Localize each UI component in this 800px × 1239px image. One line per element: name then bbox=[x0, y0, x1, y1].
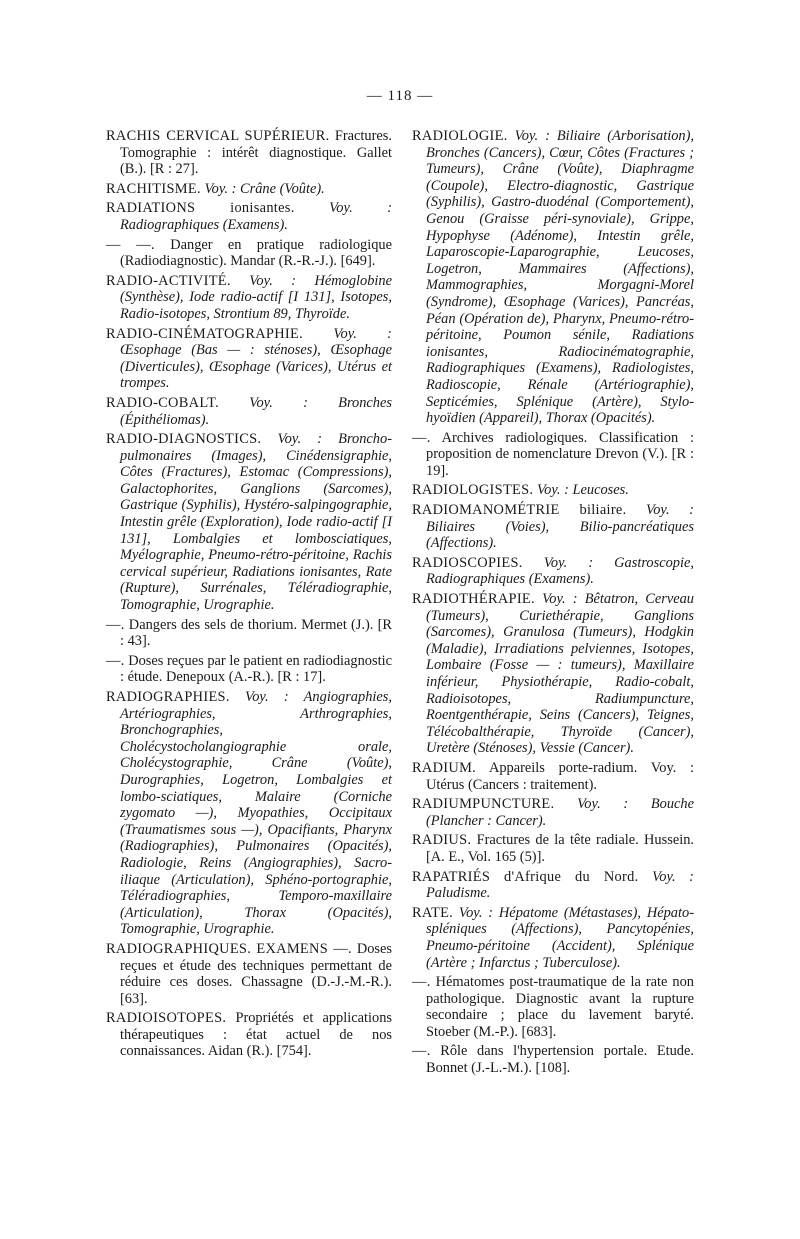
entry-term: RADIO-COBALT. bbox=[106, 394, 220, 411]
entry-body: Voy. : Leucoses. bbox=[536, 482, 629, 499]
entry-term: RADIOGRAPHIQUES. EXAMENS —. bbox=[106, 940, 352, 957]
entry-term: —. bbox=[106, 616, 125, 633]
right-column bbox=[412, 128, 694, 1080]
index-entry bbox=[412, 482, 694, 499]
index-entry bbox=[106, 653, 392, 686]
entry-term: RADIOGRAPHIES. bbox=[106, 689, 230, 705]
entry-term: RATE. bbox=[412, 904, 454, 921]
entry-body: Voy. : Bêtatron, Cerveau (Tumeurs), Curiethérapie, Ganglions (Sarcomes), Granulosa (Tumeurs), Hodgkin (Maladie), Irradiations pelviennes, Isotopes, Lombaire (Fosse — : tumeurs), Maxillaire inférieur, Physiothérapie, Radio-cobalt, Radioisotopes, Radiumpuncture, Roentgenthérapie, Seins (Cancers), Teignes, Télécobalthérapie, Thyroïde (Cancer), Uretère (Sténoses), Vessie (Cancer). bbox=[426, 591, 694, 757]
index-entry bbox=[106, 181, 392, 198]
index-entry bbox=[106, 689, 392, 938]
entry-term: RADIOLOGIE. bbox=[412, 128, 508, 144]
page-number: — 118 — bbox=[366, 88, 434, 104]
index-entry bbox=[412, 502, 694, 552]
left-column bbox=[106, 128, 392, 1063]
entry-term: —. bbox=[412, 974, 431, 991]
entry-body: Voy. : Angiographies, Artériographies, Arthrographies, Bronchographies, Cholécystocholangiographie orale, Cholécystographie, Crâne (Voûte), Durographies, Logetron, Lombalgies et lombo-sciatiques, Malaire (Corniche zygomato —), Myopathies, Occipitaux (Traumatismes sous —), Opacifiants, Pharynx (Radiographies), Pulmonaires (Opacités), Radiologie, Reins (Angiographies), Sacro-iliaque (Articulation), Sphéno-portographie, Téléradiographies, Temporo-maxillaire (Articulation), Thorax (Opacités), Tomographie, Urographie. bbox=[120, 689, 392, 938]
entry-term: RADIO-ACTIVITÉ. bbox=[106, 272, 231, 289]
entry-term: RAPATRIÉS d'Afrique du Nord. bbox=[412, 868, 639, 885]
entry-body: Appareils porte-radium. Voy. : Utérus (Cancers : traitement). bbox=[426, 759, 694, 793]
entry-body: Doses reçues par le patient en radiodiagnostic : étude. Denepoux (A.-R.). [R : 17]. bbox=[120, 652, 392, 686]
entry-body: Voy. : Hépatome (Métastases), Hépato-spléniques (Affections), Pancytopénies, Pneumo-péritoine (Accident), Splénique (Artère ; Infarctus ; Tuberculose). bbox=[426, 904, 694, 971]
index-entry bbox=[412, 591, 694, 757]
entry-body: Voy. : Bouche (Plancher : Cancer). bbox=[426, 796, 694, 829]
entry-term: RADIUMPUNCTURE. bbox=[412, 796, 555, 813]
entry-term: RADIO-CINÉMATOGRAPHIE. bbox=[106, 325, 304, 342]
index-entry bbox=[412, 430, 694, 480]
entry-term: RADIOTHÉRAPIE. bbox=[412, 591, 535, 608]
index-entry bbox=[106, 237, 392, 270]
entry-body: Propriétés et applications thérapeutiques : état actuel de nos connaissances. Aidan (R.). [754]. bbox=[120, 1010, 392, 1060]
index-entry bbox=[106, 200, 392, 233]
entry-body: Voy. : Bronches (Épithéliomas). bbox=[120, 394, 392, 428]
index-entry bbox=[412, 128, 694, 427]
entry-body: Voy. : Radiographiques (Examens). bbox=[120, 200, 392, 233]
entry-term: — —. bbox=[106, 236, 155, 253]
entry-term: —. bbox=[106, 652, 125, 669]
index-entry bbox=[412, 832, 694, 865]
entry-body: Fractures de la tête radiale. Hussein. [A. E., Vol. 165 (5)]. bbox=[426, 832, 694, 865]
entry-term: RACHIS CERVICAL SUPÉRIEUR. bbox=[106, 128, 330, 144]
index-entry bbox=[412, 869, 694, 902]
index-entry bbox=[106, 941, 392, 1007]
index-entry bbox=[412, 555, 694, 588]
index-entry bbox=[412, 974, 694, 1040]
entry-term: RADIOISOTOPES. bbox=[106, 1010, 227, 1027]
entry-term: RADIOMANOMÉTRIE biliaire. bbox=[412, 502, 627, 519]
entry-term: —. bbox=[412, 429, 431, 446]
entry-body: Fractures. Tomographie : intérêt diagnostique. Gallet (B.). [R : 27]. bbox=[120, 128, 392, 178]
entry-term: RADIATIONS ionisantes. bbox=[106, 200, 295, 217]
index-entry bbox=[106, 128, 392, 178]
entry-body: Doses reçues et étude des techniques permettant de réduire ces doses. Chassagne (D.-J.-M.-R.). [63]. bbox=[120, 940, 392, 1007]
entry-term: RADIO-DIAGNOSTICS. bbox=[106, 431, 262, 448]
index-entry bbox=[412, 796, 694, 829]
entry-body: Voy. : Biliaire (Arborisation), Bronches (Cancers), Cœur, Côtes (Fractures ; Tumeurs), Crâne (Voûte), Diaphragme (Coupole), Electro-diagnostic, Gastrique (Syphilis), Gastro-duodénal (Comportement), Genou (Graisse péri-synoviale), Grippe, Hypophyse (Adénome), Intestin grêle, Laparoscopie-Laparographie, Leucoses, Logetron, Mammaires (Affections), Mammographies, Morgagni-Morel (Syndrome), Œsophage (Varices), Pancréas, Péan (Opération de), Pharynx, Pneumo-rétro-péritoine, Poumon sénile, Radiations ionisantes, Radiocinématographie, Radiographiques (Examens), Radiologistes, Radioscopie, Rénale (Artériographie), Septicémies, Splénique (Artère), Stylo-hyoïdien (Appareil), Thorax (Opacités). bbox=[426, 128, 694, 427]
entry-body: Voy. : Broncho-pulmonaires (Images), Cinédensigraphie, Côtes (Fractures), Estomac (Compressions), Galactophorites, Ganglions (Sarcomes), Gastrique (Syphilis), Hystéro-salpingographie, Intestin grêle (Exploration), Iode radio-actif [I 131], Lombalgies et lombosciatiques, Myélographie, Pneumo-rétro-péritoine, Rachis cervical supérieur, Radiations ionisantes, Rate (Rupture), Surrénales, Téléradiographie, Tomographie, Urographie. bbox=[120, 431, 392, 614]
index-entry bbox=[106, 273, 392, 323]
entry-term: RADIUS. bbox=[412, 832, 472, 849]
entry-body: Voy. : Biliaires (Voies), Bilio-pancréatiques (Affections). bbox=[426, 502, 694, 552]
entry-term: RADIOSCOPIES. bbox=[412, 554, 523, 571]
entry-body: Danger en pratique radiologique (Radiodiagnostic). Mandar (R.-R.-J.). [649]. bbox=[120, 236, 392, 270]
entry-body: Voy. : Gastroscopie, Radiographiques (Examens). bbox=[426, 554, 694, 588]
index-entry bbox=[412, 905, 694, 971]
index-entry bbox=[106, 617, 392, 650]
entry-body: Rôle dans l'hypertension portale. Etude. Bonnet (J.-L.-M.). [108]. bbox=[426, 1043, 694, 1077]
entry-body: Hématomes post-traumatique de la rate non pathologique. Diagnostic avant la rupture secondaire ; place du lavement baryté. Stoeber (M.-P.). [683]. bbox=[426, 974, 694, 1040]
entry-term: —. bbox=[412, 1043, 431, 1060]
entry-body: Voy. : Hémoglobine (Synthèse), Iode radio-actif [I 131], Isotopes, Radio-isotopes, Strontium 89, Thyroïde. bbox=[120, 272, 392, 322]
entry-body: Voy. : Paludisme. bbox=[426, 868, 694, 902]
index-entry bbox=[106, 1010, 392, 1060]
entry-body: Dangers des sels de thorium. Mermet (J.). [R : 43]. bbox=[120, 616, 392, 650]
entry-term: RADIUM. bbox=[412, 759, 477, 776]
entry-term: RADIOLOGISTES. bbox=[412, 482, 534, 499]
index-entry bbox=[106, 431, 392, 614]
entry-body: Voy. : Œsophage (Bas — : sténoses), Œsophage (Diverticules), Œsophage (Varices), Utérus et trompes. bbox=[120, 325, 392, 392]
index-entry bbox=[412, 1043, 694, 1076]
entry-term: RACHITISME. bbox=[106, 180, 201, 197]
index-entry bbox=[412, 760, 694, 793]
entry-body: Archives radiologiques. Classification : proposition de nomenclature Drevon (V.). [R : 19]. bbox=[426, 429, 694, 479]
entry-body: Voy. : Crâne (Voûte). bbox=[204, 180, 325, 197]
index-entry bbox=[106, 395, 392, 428]
index-entry bbox=[106, 326, 392, 392]
